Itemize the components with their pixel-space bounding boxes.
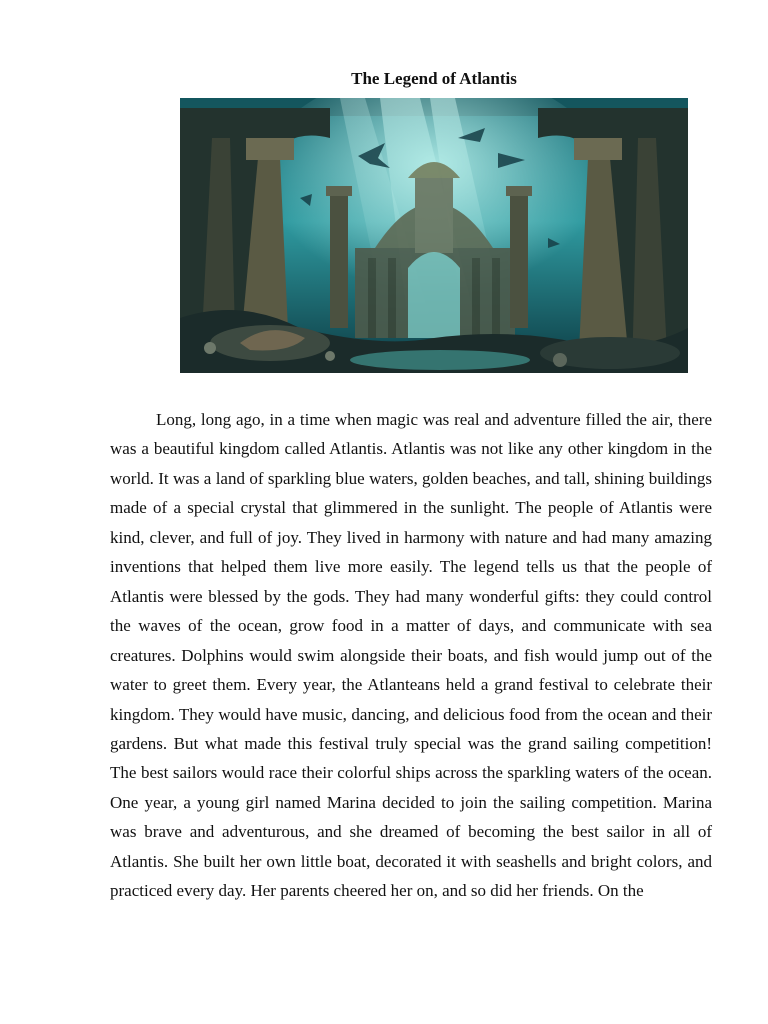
underwater-ruins-illustration bbox=[180, 98, 688, 373]
page-title: The Legend of Atlantis bbox=[351, 69, 517, 88]
story-paragraph: Long, long ago, in a time when magic was real and adventure filled the air, there was a beautiful kingdom called Atlantis. Atlantis was not like any other kingdom in the world. It was a land of sparkling blue waters, golden beaches, and tall, shining buildings made of a special crystal that glimmered in the sunlight. The people of Atlantis were kind, clever, and full of joy. They lived in harmony with nature and had many amazing inventions that helped them live more easily. The legend tells us that the people of Atlantis were blessed by the gods. They had many wonderful gifts: they could control the waves of the ocean, grow food in a matter of days, and communicate with sea creatures. Dolphins would swim alongside their boats, and fish would jump out of the water to greet them. Every year, the Atlanteans held a grand festival to celebrate their kingdom. They would have music, dancing, and delicious food from the ocean and their gardens. But what made this festival truly special was the grand sailing competition! The best sailors would race their colorful ships across the sparkling waters of the ocean. One year, a young girl named Marina decided to join the sailing competition. Marina was brave and adventurous, and she dreamed of becoming the best sailor in all of Atlantis. She built her own little boat, decorated it with seashells and bright colors, and practiced every day. Her parents cheered her on, and so did her friends. On the bbox=[110, 410, 712, 901]
